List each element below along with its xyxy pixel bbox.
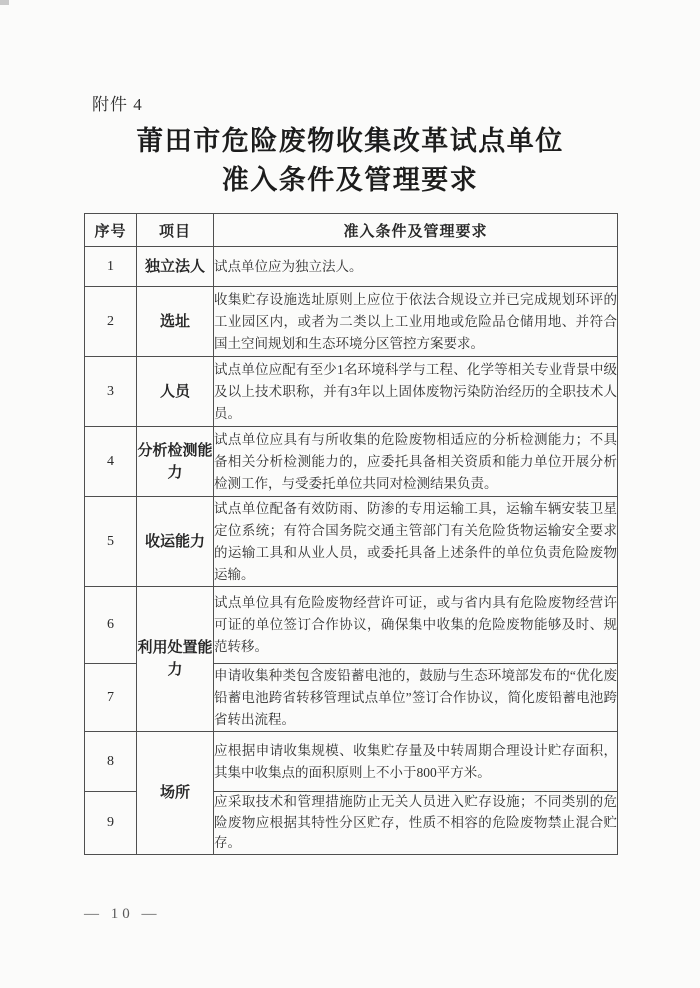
row-number-cell: 2 — [85, 287, 137, 357]
row-number-cell: 3 — [85, 357, 137, 427]
row-number-cell: 5 — [85, 497, 137, 587]
item-cell: 分析检测能力 — [137, 427, 214, 497]
table-row — [85, 357, 618, 427]
header-requirements: 准入条件及管理要求 — [214, 214, 618, 247]
document-title-line1: 莆田市危险废物收集改革试点单位 — [136, 126, 564, 156]
item-cell-merged: 场所 — [137, 732, 214, 855]
header-serial-number: 序号 — [85, 214, 137, 247]
table-row — [85, 732, 618, 792]
scan-artifact — [0, 0, 9, 5]
header-item: 项目 — [137, 214, 214, 247]
requirement-cell: 应采取技术和管理措施防止无关人员进入贮存设施；不同类别的危险废物应根据其特性分区贮存，性质不相容的危险废物禁止混合贮存。 — [214, 792, 618, 855]
table-row — [85, 497, 618, 587]
page-number: — 10 — — [84, 906, 161, 922]
row-number-cell: 6 — [85, 587, 137, 664]
requirement-cell: 试点单位配备有效防雨、防渗的专用运输工具，运输车辆安装卫星定位系统；有符合国务院交通主管部门有关危险货物运输安全要求的运输工具和从业人员，或委托具备上述条件的单位负责危险废物运输。 — [214, 497, 618, 587]
requirement-cell: 申请收集种类包含废铅蓄电池的，鼓励与生态环境部发布的“优化废铅蓄电池跨省转移管理试点单位”签订合作协议，简化废铅蓄电池跨省转出流程。 — [214, 664, 618, 732]
document-title — [0, 122, 700, 200]
row-number-cell: 8 — [85, 732, 137, 792]
table-row — [85, 587, 618, 664]
document-title-line2: 准入条件及管理要求 — [221, 165, 479, 195]
requirement-cell: 收集贮存设施选址原则上应位于依法合规设立并已完成规划环评的工业园区内，或者为二类以上工业用地或危险品仓储用地、并符合国土空间规划和生态环境分区管控方案要求。 — [214, 287, 618, 357]
requirement-cell: 试点单位应为独立法人。 — [214, 247, 618, 287]
table-row — [85, 247, 618, 287]
requirement-cell: 试点单位应具有与所收集的危险废物相适应的分析检测能力；不具备相关分析检测能力的，应委托具备相关资质和能力单位开展分析检测工作，与受委托单位共同对检测结果负责。 — [214, 427, 618, 497]
requirement-cell: 应根据申请收集规模、收集贮存量及中转周期合理设计贮存面积，其集中收集点的面积原则上不小于800平方米。 — [214, 732, 618, 792]
item-cell: 人员 — [137, 357, 214, 427]
requirement-cell: 试点单位应配有至少1名环境科学与工程、化学等相关专业背景中级及以上技术职称，并有3年以上固体废物污染防治经历的全职技术人员。 — [214, 357, 618, 427]
row-number-cell: 7 — [85, 664, 137, 732]
row-number-cell: 4 — [85, 427, 137, 497]
item-cell: 选址 — [137, 287, 214, 357]
requirements-table — [84, 213, 618, 855]
table-row — [85, 427, 618, 497]
row-number-cell: 9 — [85, 792, 137, 855]
item-cell: 收运能力 — [137, 497, 214, 587]
table-row — [85, 287, 618, 357]
item-cell-merged: 利用处置能力 — [137, 587, 214, 732]
attachment-label: 附件 4 — [92, 95, 143, 114]
item-cell: 独立法人 — [137, 247, 214, 287]
row-number-cell: 1 — [85, 247, 137, 287]
requirement-cell: 试点单位具有危险废物经营许可证，或与省内具有危险废物经营许可证的单位签订合作协议，确保集中收集的危险废物能够及时、规范转移。 — [214, 587, 618, 664]
table-header-row — [85, 214, 618, 247]
